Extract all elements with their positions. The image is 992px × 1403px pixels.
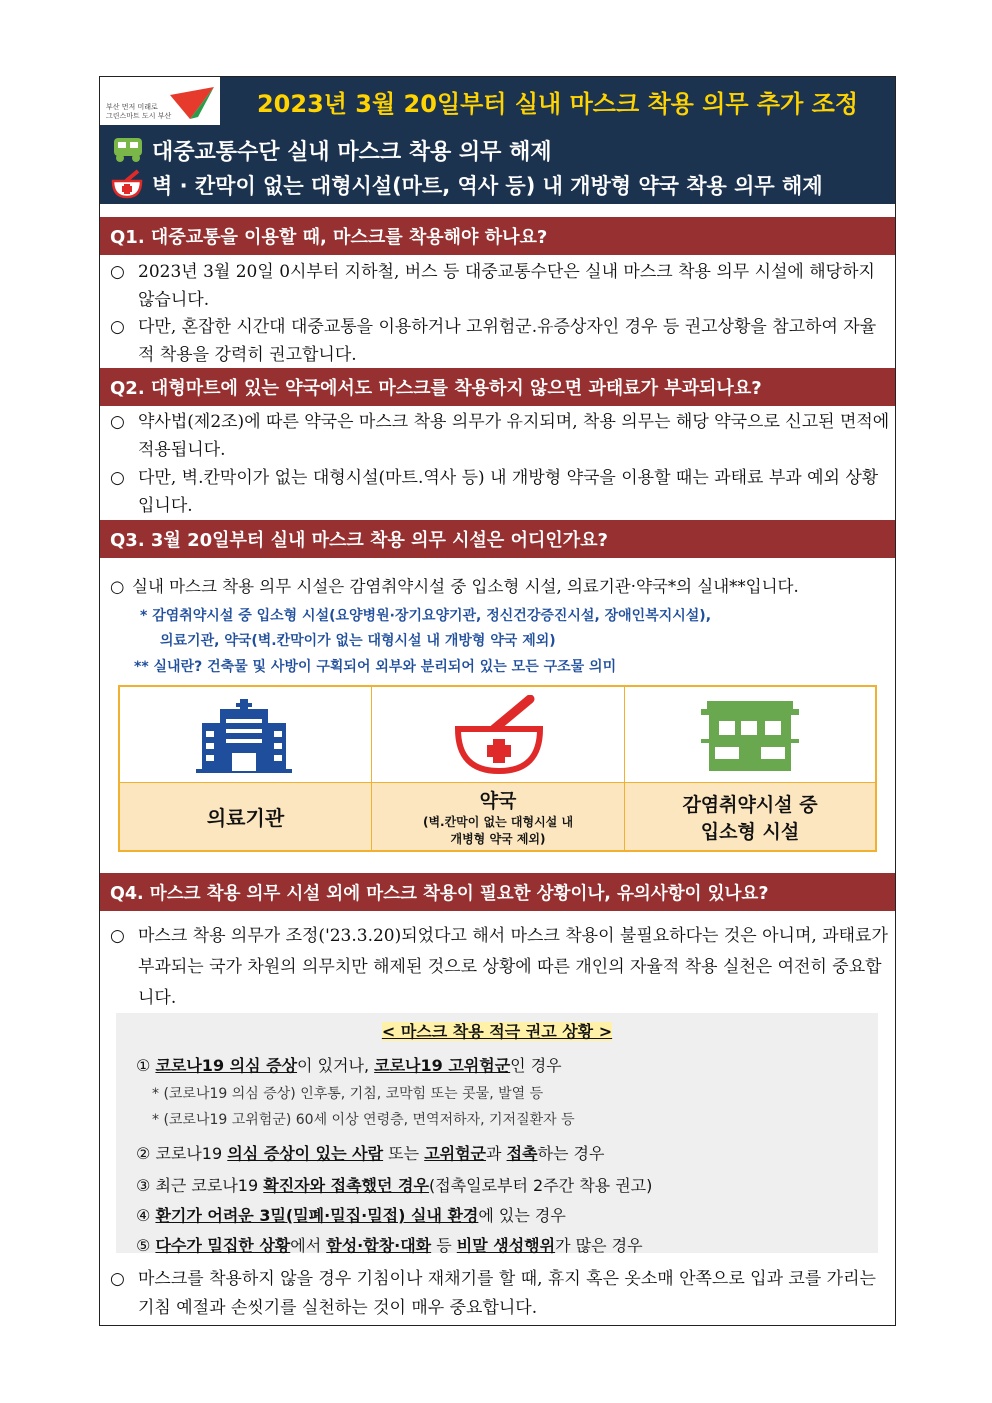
answer-2-1: ○ 약사법(제2조)에 따른 약국은 마스크 착용 의무가 유지되며, 착용 의무는 해당 약국으로 신고된 면적에 적용됩니다. bbox=[110, 408, 890, 464]
bullet: ○ bbox=[110, 577, 125, 596]
logo-slogan-2: 그린스마트 도시 부산 bbox=[106, 112, 172, 120]
bullet: ○ bbox=[110, 1269, 125, 1289]
header-subtitle-1: 대중교통수단 실내 마스크 착용 의무 해제 bbox=[152, 140, 552, 165]
facility-3-label: 감염취약시설 중 입소형 시설 bbox=[625, 782, 875, 850]
header-subtitle-2: 벽 · 칸막이 없는 대형시설(마트, 역사 등) 내 개방형 약국 착용 의무 해제 bbox=[152, 174, 823, 198]
bullet: ○ bbox=[110, 926, 125, 946]
recommendation-item-1: ① 코로나19 의심 증상이 있거나, 코로나19 고위험군인 경우 bbox=[136, 1056, 562, 1075]
bullet: ○ bbox=[110, 412, 125, 432]
question-3: Q3. 3월 20일부터 실내 마스크 착용 의무 시설은 어디인가요? bbox=[100, 520, 895, 558]
bus-icon bbox=[110, 134, 146, 164]
facility-2-label: 약국 (벽.칸막이 없는 대형시설 내 개병형 약국 제외) bbox=[372, 782, 625, 850]
notice-document bbox=[99, 76, 896, 1326]
logo-slogan-1: 부산 먼저 미래로 bbox=[106, 103, 158, 111]
note-1b: 의료기관, 약국(벽.칸막이가 없는 대형시설 내 개방형 약국 제외) bbox=[160, 633, 556, 649]
hospital-building-icon bbox=[194, 699, 294, 775]
recommendation-title: < 마스크 착용 적극 권고 상황 > bbox=[381, 1022, 613, 1041]
pharmacy-bowl-icon bbox=[110, 169, 144, 201]
recommendation-note-2: * (코로나19 고위험군) 60세 이상 연령층, 면역저하자, 기저질환자 등 bbox=[152, 1112, 575, 1128]
answer-3-1: ○ 실내 마스크 착용 의무 시설은 감염취약시설 중 입소형 시설, 의료기관·약국*의 실내**입니다. bbox=[110, 573, 890, 601]
bullet: ○ bbox=[110, 262, 125, 282]
note-2: ** 실내란? 건축물 및 사방이 구획되어 외부와 분리되어 있는 모든 구조물 의미 bbox=[134, 659, 617, 675]
bullet: ○ bbox=[110, 468, 125, 488]
logo-arrow-icon bbox=[168, 81, 216, 121]
question-2: Q2. 대형마트에 있는 약국에서도 마스크를 착용하지 않으면 과태료가 부과되나요? bbox=[100, 368, 895, 406]
recommendation-item-3: ③ 최근 코로나19 확진자와 접촉했던 경우(접촉일로부터 2주간 착용 권고) bbox=[136, 1176, 653, 1195]
answer-4-2: ○ 마스크를 착용하지 않을 경우 기침이나 재채기를 할 때, 휴지 혹은 옷소매 안쪽으로 입과 코를 가리는 기침 예절과 손씻기를 실천하는 것이 매우 중요합니다. bbox=[110, 1265, 890, 1323]
facility-table bbox=[118, 685, 877, 852]
header-banner bbox=[100, 77, 895, 204]
bullet: ○ bbox=[110, 317, 125, 337]
facility-1-image bbox=[120, 687, 372, 782]
recommendation-note-1: * (코로나19 의심 증상) 인후통, 기침, 코막힘 또는 콧물, 발열 등 bbox=[152, 1086, 544, 1102]
answer-2-2: ○ 다만, 벽.칸막이가 없는 대형시설(마트.역사 등) 내 개방형 약국을 이용할 때는 과태료 부과 예외 상황입니다. bbox=[110, 464, 890, 520]
pharmacy-mortar-icon bbox=[454, 695, 544, 775]
answer-4-1: ○ 마스크 착용 의무가 조정('23.3.20)되었다고 해서 마스크 착용이 불필요하다는 것은 아니며, 과태료가 부과되는 국가 차원의 의무치만 해제된 것으로 상황에 따른 개인의 자율적 착용 실천은 여전히 중요합니다. bbox=[110, 921, 890, 1014]
question-1: Q1. 대중교통을 이용할 때, 마스크를 착용해야 하나요? bbox=[100, 217, 895, 255]
answer-1-2: ○ 다만, 혼잡한 시간대 대중교통을 이용하거나 고위험군.유증상자인 경우 등 권고상황을 참고하여 자율적 착용을 강력히 권고합니다. bbox=[110, 313, 890, 369]
facility-3-image bbox=[625, 687, 875, 782]
recommendation-box bbox=[116, 1013, 878, 1253]
page-title: 2023년 3월 20일부터 실내 마스크 착용 의무 추가 조정 bbox=[256, 89, 859, 118]
care-facility-building-icon bbox=[701, 699, 799, 773]
note-1a: * 감염취약시설 중 입소형 시설(요양병원·장기요양기관, 정신건강증진시설, 장애인복지시설), bbox=[140, 608, 712, 624]
facility-2-image bbox=[372, 687, 625, 782]
answer-1-1: ○ 2023년 3월 20일 0시부터 지하철, 버스 등 대중교통수단은 실내 마스크 착용 의무 시설에 해당하지 않습니다. bbox=[110, 258, 890, 314]
facility-1-label: 의료기관 bbox=[120, 782, 372, 850]
question-4: Q4. 마스크 착용 의무 시설 외에 마스크 착용이 필요한 상황이나, 유의사항이 있나요? bbox=[100, 873, 895, 911]
busan-logo bbox=[100, 77, 220, 125]
recommendation-item-2: ② 코로나19 의심 증상이 있는 사람 또는 고위험군과 접촉하는 경우 bbox=[136, 1144, 605, 1163]
recommendation-item-4: ④ 환기가 어려운 3밀(밀폐·밀집·밀접) 실내 환경에 있는 경우 bbox=[136, 1206, 566, 1225]
recommendation-item-5: ⑤ 다수가 밀집한 상황에서 함성·합창·대화 등 비말 생성행위가 많은 경우 bbox=[136, 1236, 643, 1255]
